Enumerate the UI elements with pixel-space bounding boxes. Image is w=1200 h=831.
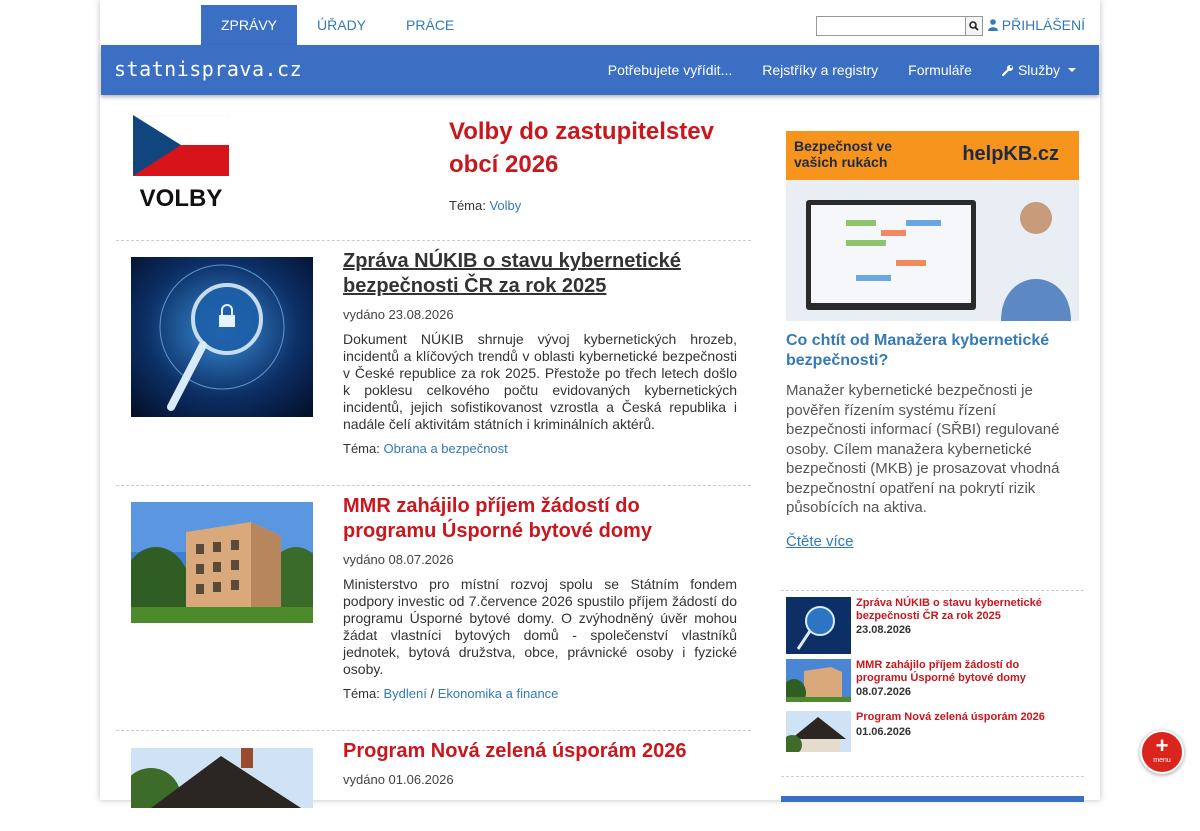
featured-title[interactable]: Volby do zastupitelstev obcí 2026	[449, 118, 714, 178]
article-topics	[343, 686, 737, 701]
search-button[interactable]	[966, 16, 983, 36]
user-icon	[988, 19, 998, 31]
ad-brand: helpKB.cz	[962, 143, 1059, 165]
nav-item-sluzby-dropdown[interactable]	[987, 62, 1091, 78]
article-body	[343, 739, 737, 787]
search-icon	[969, 21, 979, 31]
volby-flag-logo[interactable]	[133, 115, 229, 211]
main-navbar	[101, 45, 1099, 95]
nav-item-rejstriky[interactable]: Rejstříky a registry	[762, 62, 879, 78]
tema-label: Téma:	[343, 686, 380, 701]
topic-link-bydleni[interactable]: Bydlení	[383, 686, 427, 701]
nav-item-formulare[interactable]: Formuláře	[908, 62, 972, 78]
mini-date: 23.08.2026	[856, 624, 912, 636]
sluzby-label: Služby	[1017, 62, 1060, 78]
article-date: vydáno 01.06.2026	[343, 772, 454, 787]
mini-title	[856, 659, 1066, 699]
tema-label: Téma:	[343, 441, 380, 456]
read-more-link[interactable]: Čtěte více	[786, 533, 854, 550]
ad-slogan: Bezpečnost ve vašich rukách	[794, 138, 893, 170]
login-label: PŘIHLÁŠENÍ	[1001, 17, 1085, 33]
article-excerpt: Ministerstvo pro místní rozvoj spolu se Státním fondem podpory investic od 7.července 2026 spustilo příjem žádostí do programu Úsporné bytové domy. O zvýhodněný úvěr mohou žádat vlastníci bytových domů - společenství vlastníků jednotek, bytová družstva, obce, právnické osoby i fyzické osoby.	[343, 576, 737, 677]
article-date: vydáno 23.08.2026	[343, 307, 454, 322]
ad-photo	[786, 180, 1079, 321]
mini-title	[856, 597, 1066, 637]
article-date: vydáno 08.07.2026	[343, 552, 454, 567]
mini-thumb-building	[786, 659, 851, 702]
floating-menu-button[interactable]	[1140, 730, 1184, 774]
advertisement-helpkb[interactable]	[786, 131, 1079, 321]
mini-title-text: MMR zahájilo příjem žádostí do programu Úsporné bytové domy	[856, 659, 1026, 684]
article-title[interactable]: MMR zahájilo příjem žádostí do programu Úsporné bytové domy	[343, 495, 652, 542]
search-input[interactable]	[816, 16, 966, 36]
sidebar-article-text: Manažer kybernetické bezpečnosti je pověřen řízením systému řízení bezpečnosti informací (SŘBI) regulované osoby. Cílem manažera kybernetické bezpečnosti (MKB) je prosazovat vhodná bezpečnostní opatření na pokrytí rizik působících na aktiva.	[786, 382, 1060, 516]
sidebar-article-title[interactable]: Co chtít od Manažera kybernetické bezpečnosti?	[786, 332, 1050, 369]
article-excerpt: Dokument NÚKIB shrnuje vývoj kybernetických hrozeb, incidentů a klíčových trendů v oblasti kybernetické bezpečnosti v České republice za rok 2025. Přestože po třech letech došlo k poklesu celkového počtu evidovaných kybernetických incidentů, jejich sofistikovanost vzrostla a Česká republika i nadále čelí aktivitám státních i kriminálních aktérů.	[343, 331, 737, 432]
mini-thumb-cyber	[786, 597, 851, 654]
mini-title	[856, 711, 1066, 738]
tema-label: Téma:	[449, 198, 486, 213]
login-link[interactable]	[988, 17, 1085, 33]
main-content	[116, 95, 751, 831]
mini-date: 08.07.2026	[856, 686, 912, 698]
nav-menu	[593, 45, 1091, 95]
mini-thumb-house	[786, 711, 851, 752]
sidebar-bottom-bar	[781, 796, 1084, 802]
sidebar-news-list	[781, 590, 1084, 777]
site-logo[interactable]: statnisprava.cz	[114, 57, 303, 81]
mini-title-text: Zpráva NÚKIB o stavu kybernetické bezpečnosti ČR za rok 2025	[856, 597, 1042, 622]
chevron-down-icon	[1068, 68, 1076, 72]
article-image-house[interactable]	[131, 748, 313, 808]
volby-logo-text: VOLBY	[139, 185, 223, 211]
article-body	[343, 494, 737, 701]
ad-banner	[786, 131, 1079, 180]
article-item	[116, 486, 751, 731]
plus-icon: +	[1155, 733, 1169, 758]
topic-link-obrana[interactable]: Obrana a bezpečnost	[383, 441, 508, 456]
topic-separator: /	[430, 686, 435, 701]
top-bar	[100, 0, 1100, 45]
topic-link-volby[interactable]: Volby	[489, 198, 522, 213]
topic-link-ekonomika[interactable]: Ekonomika a finance	[437, 686, 559, 701]
section-tabs	[201, 5, 474, 45]
nav-item-potrebujete-vyridit[interactable]: Potřebujete vyřídit...	[607, 62, 733, 78]
mini-title-text: Program Nová zelená úsporám 2026	[856, 711, 1045, 723]
tab-prace[interactable]: PRÁCE	[406, 17, 455, 33]
search-box	[816, 16, 983, 36]
tab-urady[interactable]: ÚŘADY	[317, 17, 367, 33]
featured-topic-line	[449, 198, 521, 213]
fab-label: menu	[1153, 757, 1171, 764]
article-body	[343, 249, 737, 456]
article-topics	[343, 441, 737, 456]
article-image-cyber[interactable]	[131, 257, 313, 417]
tab-zpravy[interactable]: ZPRÁVY	[201, 5, 297, 45]
page-container	[100, 0, 1100, 800]
article-image-apartment-building[interactable]	[131, 502, 313, 623]
article-item	[116, 241, 751, 486]
article-title[interactable]: Zpráva NÚKIB o stavu kybernetické bezpečnosti ČR za rok 2025	[343, 250, 681, 297]
featured-topic	[116, 95, 751, 241]
wrench-icon	[1002, 64, 1014, 76]
mini-date: 01.06.2026	[856, 725, 912, 738]
article-item	[116, 731, 751, 831]
article-title[interactable]: Program Nová zelená úsporám 2026	[343, 740, 687, 762]
